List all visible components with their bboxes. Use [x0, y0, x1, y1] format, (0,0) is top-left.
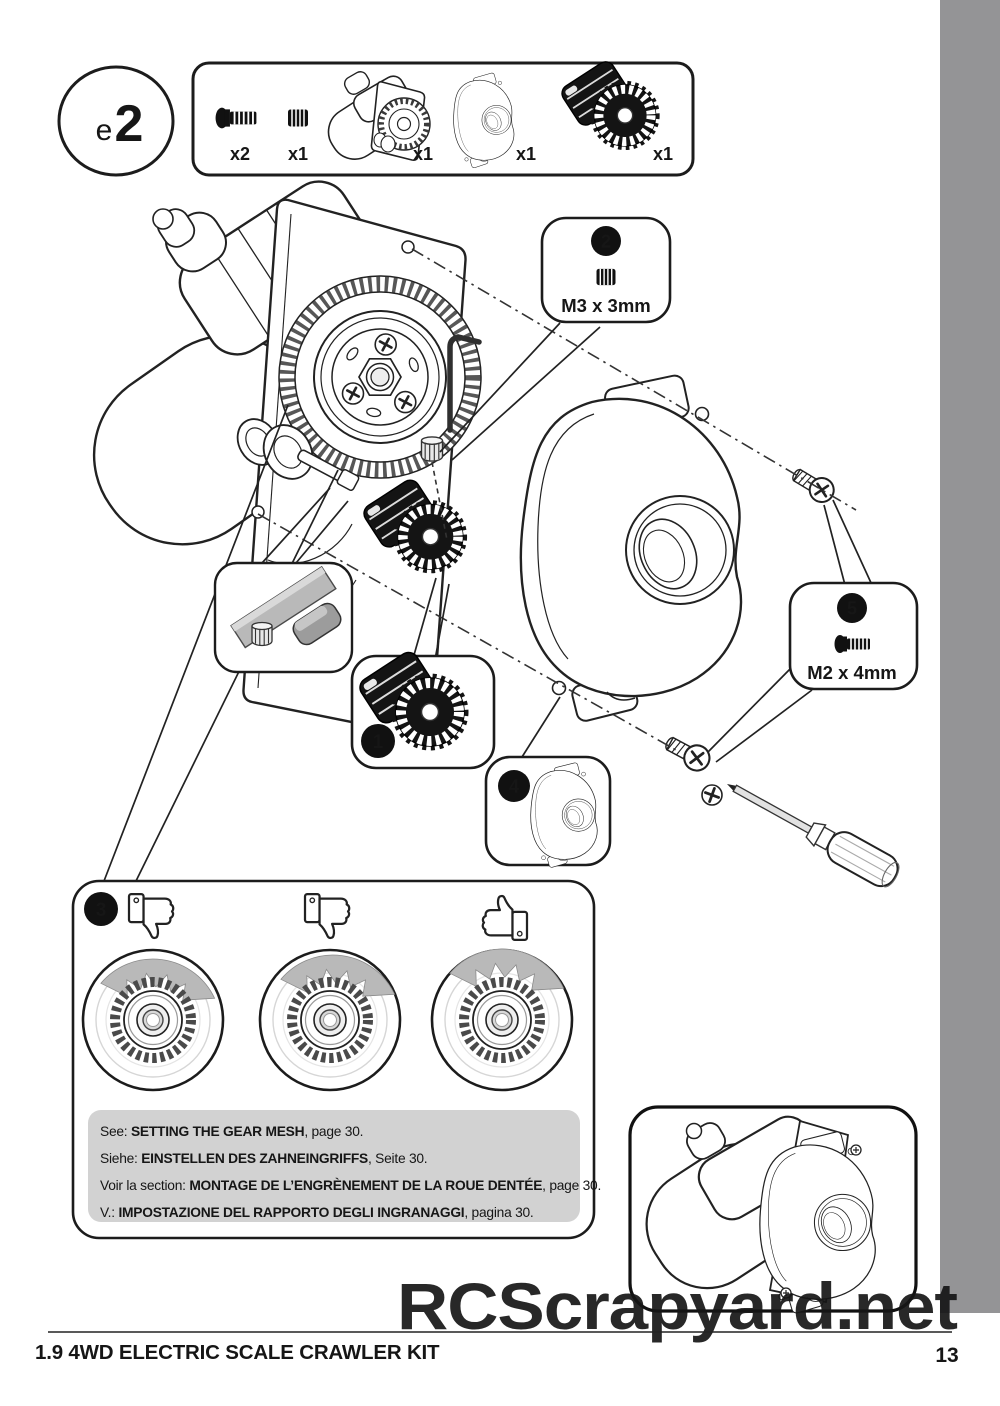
set-screw-icon	[597, 269, 616, 285]
qty-label: x1	[287, 144, 309, 164]
qty-label: x1	[515, 144, 537, 164]
qty-label: x1	[652, 144, 674, 164]
footer-title: 1.9 4WD ELECTRIC SCALE CRAWLER KIT	[35, 1341, 440, 1364]
set-screw-icon	[252, 623, 272, 646]
cover-screw-bottom	[661, 731, 714, 775]
parts-box	[193, 58, 693, 175]
gear-mesh-too-tight	[83, 950, 223, 1090]
side-gray-bar	[940, 0, 1000, 1313]
callout-4-number: 4	[508, 776, 520, 797]
callout-2-number: 2	[600, 231, 612, 252]
callout-5-label: M2 x 4mm	[807, 662, 897, 683]
callout-2-label: M3 x 3mm	[561, 295, 651, 316]
callout-5-number: 5	[846, 598, 858, 619]
grub-screw	[422, 437, 443, 461]
phillips-bit-icon	[702, 785, 722, 805]
gear-mesh-too-loose	[260, 950, 400, 1090]
qty-label: x1	[412, 144, 434, 164]
note-line-it: V.: IMPOSTAZIONE DEL RAPPORTO DEGLI INGRANAGGI, pagina 30.	[100, 1205, 534, 1220]
step-badge	[59, 67, 173, 175]
callout-3-number: 3	[95, 900, 107, 921]
exploded-diagram	[60, 170, 903, 892]
callout-5	[790, 583, 917, 689]
phillips-screwdriver-icon	[719, 770, 904, 892]
note-line-de: Siehe: EINSTELLEN DES ZAHNEINGRIFFS, Seite 30.	[100, 1151, 428, 1166]
callout-3	[73, 881, 601, 1238]
callout-1	[352, 649, 494, 768]
callout-1-number: 1	[372, 732, 384, 753]
watermark: RCScrapyard.net	[397, 1269, 959, 1343]
callout-4	[486, 757, 610, 869]
step-prefix: e	[95, 114, 113, 147]
step-number: 2	[114, 95, 144, 153]
gear-mesh-correct	[432, 949, 572, 1090]
note-line-fr: Voir la section: MONTAGE DE L’ENGRÈNEMENT DE LA ROUE DENTÉE, page 30.	[100, 1178, 602, 1193]
qty-label: x2	[229, 144, 251, 164]
note-line-en: See: SETTING THE GEAR MESH, page 30.	[100, 1124, 364, 1139]
page-number: 13	[935, 1344, 959, 1367]
set-screw-icon	[288, 110, 308, 127]
shaft-flat-inset	[215, 563, 352, 672]
callout-2	[542, 218, 670, 322]
gear-cover	[521, 374, 741, 723]
